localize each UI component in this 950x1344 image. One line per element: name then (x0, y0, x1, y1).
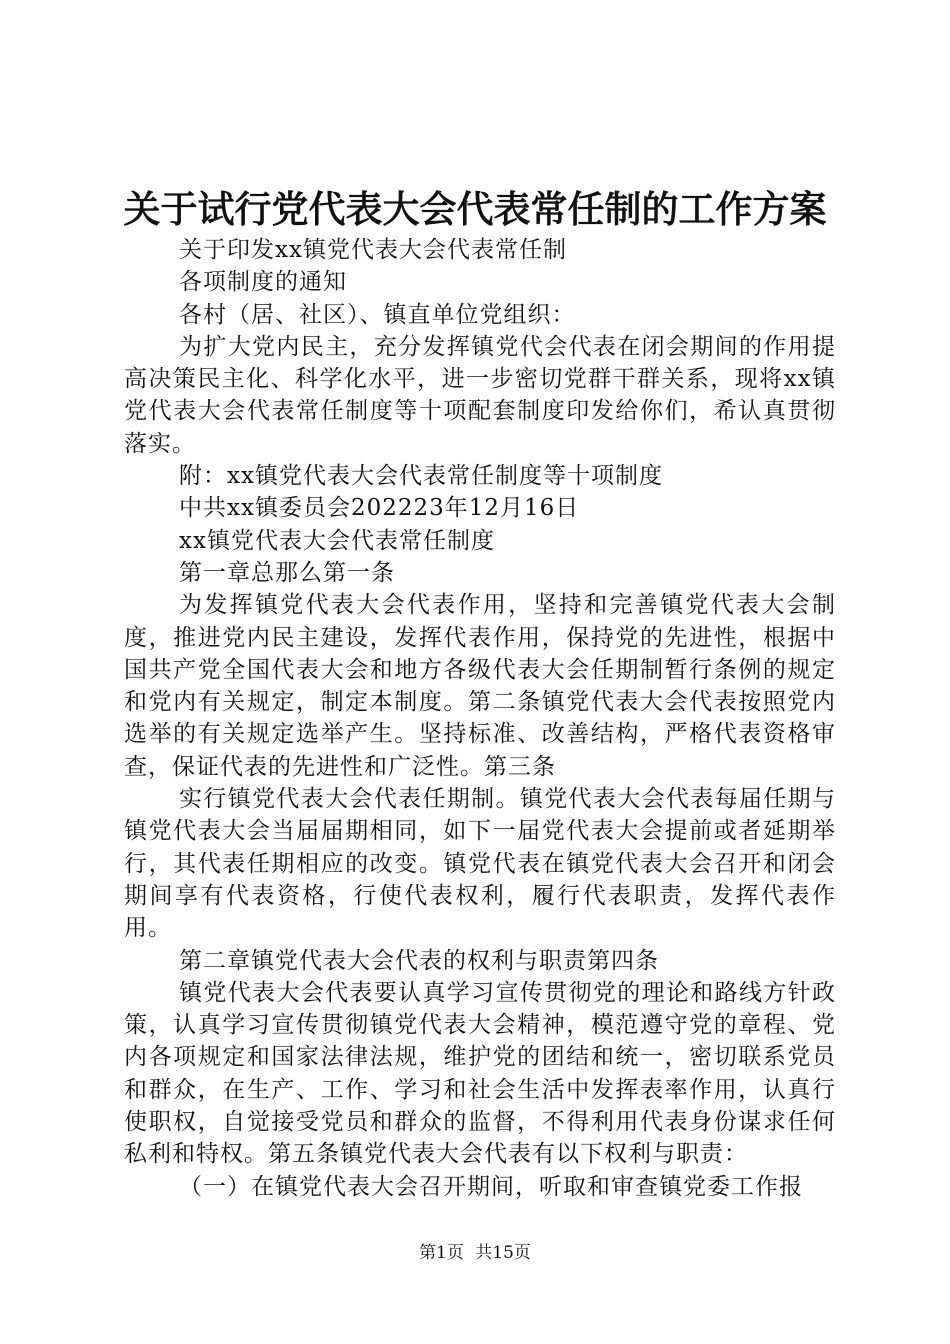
paragraph: 第一章总那么第一条 (179, 559, 395, 586)
paragraph: 镇党代表大会代表要认真学习宣传贯彻党的理论和路线方针政策，认真学习宣传贯彻镇党代表大会精神，模范遵守党的章程、党内各项规定和国家法律法规，维护党的团结和统一，密切联系党员和群众，在生产、工作、学习和社会生活中发挥表率作用，认真行使职权，自觉接受党员和群众的监督，不得利用代表身份谋求任何私利和特权。第五条镇党代表大会代表有以下权利与职责： (124, 979, 836, 1168)
paragraph: 第二章镇党代表大会代表的权利与职责第四条 (179, 947, 659, 974)
paragraph: 各项制度的通知 (179, 269, 347, 296)
paragraph: 为扩大党内民主，充分发挥镇党代会代表在闭会期间的作用提高决策民主化、科学化水平，进一步密切党群干群关系，现将xx镇党代表大会代表常任制度等十项配套制度印发给你们，希认真贯彻落实。 (124, 333, 836, 457)
paragraph: 附：xx镇党代表大会代表常任制度等十项制度 (179, 463, 663, 490)
document-body (124, 234, 836, 1203)
paragraph: xx镇党代表大会代表常任制度 (179, 527, 495, 554)
page-footer (0, 1241, 950, 1265)
page-total: 共15页 (475, 1243, 531, 1263)
paragraph: （一）在镇党代表大会召开期间，听取和审查镇党委工作报 (179, 1173, 803, 1200)
paragraph: 中共xx镇委员会202223年12月16日 (179, 495, 580, 522)
paragraph: 各村（居、社区）、镇直单位党组织： (179, 301, 576, 328)
document-title: 关于试行党代表大会代表常任制的工作方案 (123, 187, 827, 231)
paragraph: 实行镇党代表大会代表任期制。镇党代表大会代表每届任期与镇党代表大会当届届期相同，如下一届党代表大会提前或者延期举行，其代表任期相应的改变。镇党代表在镇党代表大会召开和闭会期间享有代表资格，行使代表权利，履行代表职责，发挥代表作用。 (124, 786, 836, 942)
paragraph: 关于印发xx镇党代表大会代表常任制 (179, 237, 567, 263)
paragraph: 为发挥镇党代表大会代表作用，坚持和完善镇党代表大会制度，推进党内民主建设，发挥代表作用，保持党的先进性，根据中国共产党全国代表大会和地方各级代表大会任期制暂行条例的规定和党内有关规定，制定本制度。第二条镇党代表大会代表按照党内选举的有关规定选举产生。坚持标准、改善结构，严格代表资格审查，保证代表的先进性和广泛性。第三条 (124, 592, 836, 780)
page-number: 第1页 (419, 1243, 464, 1263)
